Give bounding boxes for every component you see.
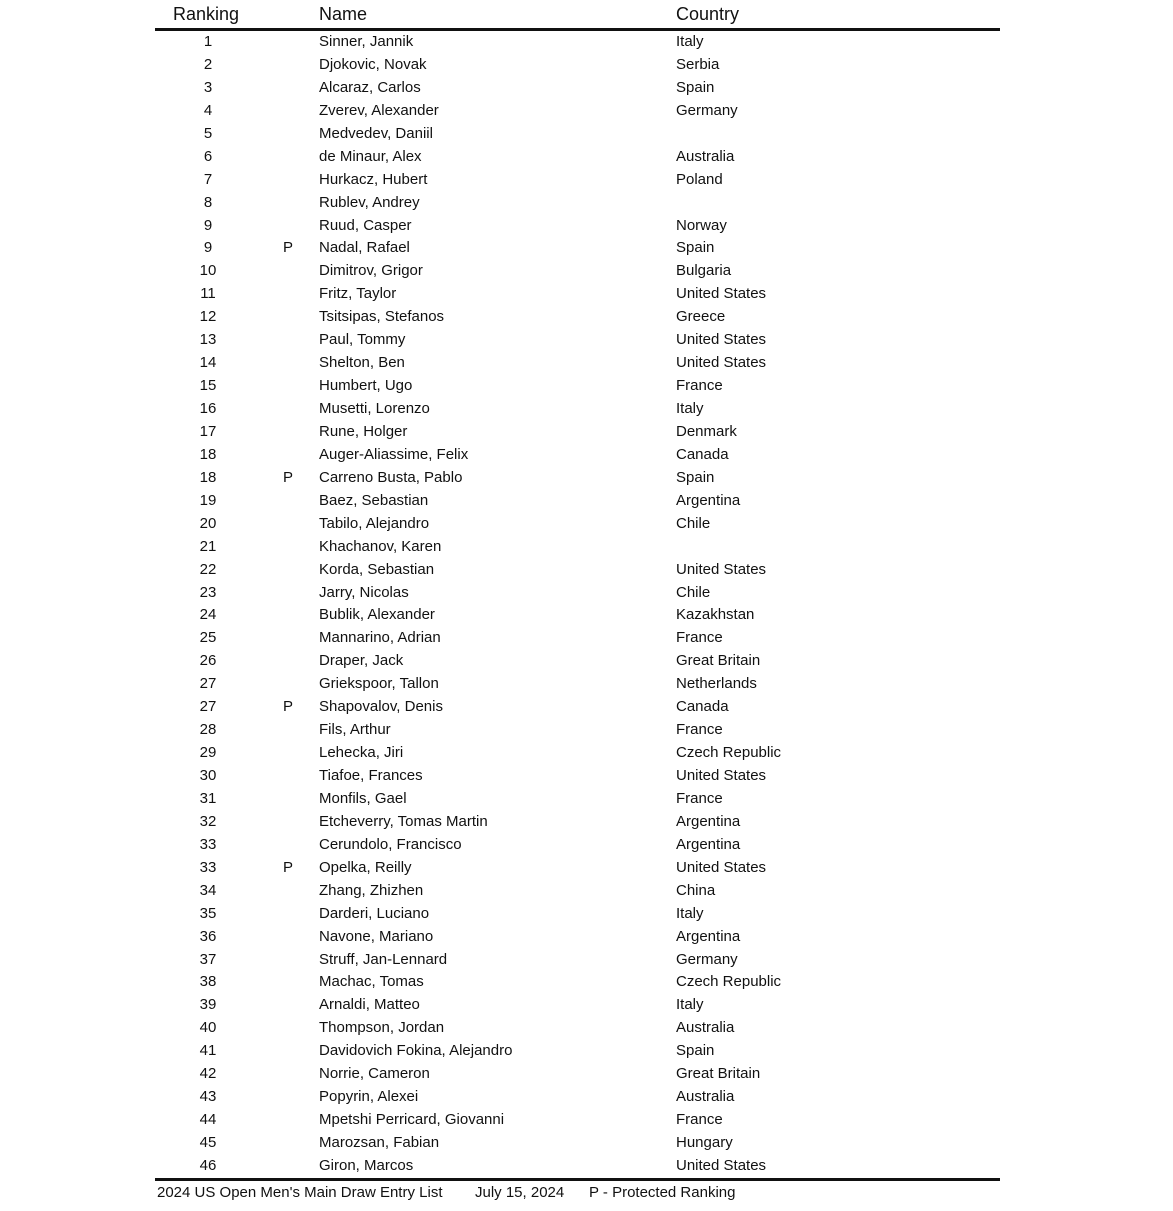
footer-date: July 15, 2024 xyxy=(475,1183,565,1201)
ranking-cell: 35 xyxy=(199,904,217,922)
ranking-cell: 23 xyxy=(199,583,217,601)
ranking-cell: 45 xyxy=(199,1134,217,1151)
ranking-cell: 17 xyxy=(199,422,217,440)
table-row xyxy=(155,696,1000,719)
player-name-cell: Bublik, Alexander xyxy=(319,606,435,624)
country-cell: Chile xyxy=(676,514,711,532)
player-name-cell: Navone, Mariano xyxy=(319,927,434,945)
player-name-cell: Norrie, Cameron xyxy=(319,1065,430,1083)
ranking-cell: 11 xyxy=(200,285,216,303)
ranking-cell: 34 xyxy=(199,881,217,899)
ranking-cell: 15 xyxy=(199,377,217,395)
country-cell: United States xyxy=(676,354,767,372)
table-row xyxy=(155,536,1000,559)
player-name-cell: Popyrin, Alexei xyxy=(319,1088,419,1106)
table-row xyxy=(155,949,1000,972)
country-cell: Denmark xyxy=(676,422,737,440)
name-column-header: Name xyxy=(319,4,368,24)
ranking-cell: 25 xyxy=(199,629,217,647)
ranking-cell: 33 xyxy=(199,835,217,853)
ranking-cell: 10 xyxy=(199,262,217,280)
table-row xyxy=(155,742,1000,765)
protected-flag-cell: P xyxy=(283,468,294,486)
player-name-cell: Tsitsipas, Stefanos xyxy=(319,308,445,326)
table-row xyxy=(155,169,1000,192)
country-cell: France xyxy=(676,721,723,739)
player-name-cell: Carreno Busta, Pablo xyxy=(319,468,463,486)
table-row xyxy=(155,1109,1000,1132)
ranking-cell: 27 xyxy=(199,675,217,693)
player-name-cell: Davidovich Fokina, Alejandro xyxy=(319,1042,513,1060)
table-row xyxy=(155,123,1000,146)
player-name-cell: Djokovic, Novak xyxy=(319,55,427,73)
table-row xyxy=(155,971,1000,994)
country-cell: Australia xyxy=(676,1088,735,1106)
ranking-column-header: Ranking xyxy=(173,4,240,24)
table-row xyxy=(155,260,1000,283)
player-name-cell: Rune, Holger xyxy=(319,422,408,440)
table-row xyxy=(155,811,1000,834)
player-name-cell: Zverev, Alexander xyxy=(319,101,439,119)
country-cell: United States xyxy=(676,858,767,876)
table-row xyxy=(155,513,1000,536)
table-row xyxy=(155,1086,1000,1109)
player-name-cell: Lehecka, Jiri xyxy=(319,744,404,762)
ranking-cell: 13 xyxy=(199,331,217,349)
country-cell: United States xyxy=(676,767,767,784)
country-cell: Netherlands xyxy=(676,675,757,693)
footer-legend: P - Protected Ranking xyxy=(589,1183,736,1201)
ranking-cell: 29 xyxy=(199,744,217,762)
country-cell: Italy xyxy=(676,400,704,417)
country-cell: Spain xyxy=(676,1042,715,1060)
country-cell: Canada xyxy=(676,698,729,716)
protected-flag-cell: P xyxy=(283,698,294,716)
ranking-cell: 28 xyxy=(199,721,217,739)
country-cell: Australia xyxy=(676,147,735,165)
ranking-cell: 36 xyxy=(199,927,217,945)
player-name-cell: Draper, Jack xyxy=(319,652,404,670)
player-name-cell: de Minaur, Alex xyxy=(319,147,422,165)
ranking-cell: 32 xyxy=(199,812,217,830)
table-row xyxy=(155,857,1000,880)
table-row xyxy=(155,582,1000,605)
country-cell: United States xyxy=(676,285,767,303)
player-name-cell: Etcheverry, Tomas Martin xyxy=(319,812,488,830)
table-row xyxy=(155,215,1000,238)
player-name-cell: Shapovalov, Denis xyxy=(319,698,443,716)
player-name-cell: Fils, Arthur xyxy=(319,721,391,739)
table-row xyxy=(155,903,1000,926)
ranking-cell: 40 xyxy=(199,1019,217,1037)
player-name-cell: Mannarino, Adrian xyxy=(319,629,441,647)
country-cell: Canada xyxy=(676,445,729,463)
player-name-cell: Arnaldi, Matteo xyxy=(319,996,420,1014)
table-row xyxy=(155,192,1000,215)
player-name-cell: Marozsan, Fabian xyxy=(319,1134,440,1151)
player-name-cell: Tabilo, Alejandro xyxy=(319,514,430,532)
country-cell: United States xyxy=(676,331,767,349)
player-name-cell: Fritz, Taylor xyxy=(319,285,397,303)
table-row xyxy=(155,627,1000,650)
table-row xyxy=(155,375,1000,398)
country-cell: Norway xyxy=(676,216,727,234)
country-cell: Spain xyxy=(676,239,715,257)
ranking-cell: 26 xyxy=(199,652,217,670)
table-row xyxy=(155,1155,1000,1178)
table-row xyxy=(155,994,1000,1017)
player-name-cell: Thompson, Jordan xyxy=(319,1019,445,1037)
player-name-cell: Zhang, Zhizhen xyxy=(319,881,424,899)
country-cell: Chile xyxy=(676,583,711,601)
player-name-cell: Humbert, Ugo xyxy=(319,377,413,395)
ranking-cell: 16 xyxy=(199,400,217,417)
country-cell: Argentina xyxy=(676,835,741,853)
player-name-cell: Griekspoor, Tallon xyxy=(319,675,439,693)
country-cell: Poland xyxy=(676,170,723,188)
ranking-cell: 46 xyxy=(199,1156,217,1174)
ranking-cell: 43 xyxy=(199,1088,217,1106)
country-cell: Greece xyxy=(676,308,726,326)
country-cell: Germany xyxy=(676,950,738,968)
country-cell: United States xyxy=(676,560,767,578)
country-cell: France xyxy=(676,377,723,395)
country-cell: Argentina xyxy=(676,927,741,945)
country-cell: Great Britain xyxy=(676,1065,761,1083)
country-cell: Kazakhstan xyxy=(676,606,755,624)
player-name-cell: Struff, Jan-Lennard xyxy=(319,950,448,968)
country-cell: China xyxy=(676,881,716,899)
entry-list-document xyxy=(155,0,1000,1211)
ranking-cell: 37 xyxy=(199,950,217,968)
footer xyxy=(155,1178,1000,1211)
table-row xyxy=(155,444,1000,467)
table-row xyxy=(155,31,1000,54)
country-cell: France xyxy=(676,789,723,807)
table-row xyxy=(155,559,1000,582)
ranking-cell: 41 xyxy=(199,1042,217,1060)
ranking-cell: 5 xyxy=(203,124,213,142)
player-name-cell: Monfils, Gael xyxy=(319,789,407,807)
ranking-cell: 30 xyxy=(199,767,217,784)
table-row xyxy=(155,77,1000,100)
country-column-header: Country xyxy=(676,4,740,24)
table-row xyxy=(155,306,1000,329)
country-cell: Serbia xyxy=(676,55,720,73)
table-row xyxy=(155,329,1000,352)
player-name-cell: Mpetshi Perricard, Giovanni xyxy=(319,1111,505,1129)
country-cell: Bulgaria xyxy=(676,262,732,280)
player-name-cell: Khachanov, Karen xyxy=(319,537,442,555)
ranking-cell: 7 xyxy=(203,170,213,188)
table-row xyxy=(155,604,1000,627)
player-name-cell: Baez, Sebastian xyxy=(319,491,429,509)
ranking-cell: 31 xyxy=(199,789,217,807)
table-row xyxy=(155,650,1000,673)
ranking-cell: 39 xyxy=(199,996,217,1014)
country-cell: France xyxy=(676,629,723,647)
country-cell: Hungary xyxy=(676,1134,733,1151)
player-name-cell: Machac, Tomas xyxy=(319,973,424,991)
player-name-cell: Alcaraz, Carlos xyxy=(319,78,421,96)
country-cell: France xyxy=(676,1111,723,1129)
player-name-cell: Sinner, Jannik xyxy=(319,33,414,50)
table-row xyxy=(155,467,1000,490)
table-row xyxy=(155,398,1000,421)
ranking-cell: 9 xyxy=(203,216,213,234)
ranking-cell: 33 xyxy=(199,858,217,876)
player-name-cell: Dimitrov, Grigor xyxy=(319,262,423,280)
country-cell: Czech Republic xyxy=(676,744,782,762)
player-name-cell: Giron, Marcos xyxy=(319,1156,414,1174)
country-cell: Italy xyxy=(676,904,704,922)
country-cell: Italy xyxy=(676,996,704,1014)
player-name-cell: Rublev, Andrey xyxy=(319,193,420,211)
player-name-cell: Opelka, Reilly xyxy=(319,858,412,876)
table-row xyxy=(155,1063,1000,1086)
protected-flag-cell: P xyxy=(283,239,294,257)
protected-flag-cell: P xyxy=(283,858,294,876)
country-cell: Australia xyxy=(676,1019,735,1037)
player-name-cell: Korda, Sebastian xyxy=(319,560,435,578)
ranking-cell: 18 xyxy=(199,445,217,463)
table-row xyxy=(155,146,1000,169)
table-row xyxy=(155,673,1000,696)
table-row xyxy=(155,490,1000,513)
country-cell: Italy xyxy=(676,33,704,50)
table-row xyxy=(155,1132,1000,1155)
player-name-cell: Auger-Aliassime, Felix xyxy=(319,445,469,463)
table-row xyxy=(155,352,1000,375)
table-row xyxy=(155,834,1000,857)
ranking-cell: 3 xyxy=(203,78,213,96)
country-cell: Germany xyxy=(676,101,738,119)
ranking-cell: 20 xyxy=(199,514,217,532)
table-row xyxy=(155,283,1000,306)
table-header xyxy=(155,0,1000,31)
ranking-cell: 27 xyxy=(199,698,217,716)
ranking-cell: 8 xyxy=(203,193,213,211)
table-row xyxy=(155,1040,1000,1063)
country-cell: Great Britain xyxy=(676,652,761,670)
country-cell: Spain xyxy=(676,78,715,96)
ranking-cell: 24 xyxy=(199,606,217,624)
ranking-cell: 14 xyxy=(199,354,217,372)
player-name-cell: Jarry, Nicolas xyxy=(319,583,409,601)
player-name-cell: Nadal, Rafael xyxy=(319,239,410,257)
player-name-cell: Tiafoe, Frances xyxy=(319,767,423,784)
ranking-cell: 44 xyxy=(199,1111,217,1129)
footer-title: 2024 US Open Men's Main Draw Entry List xyxy=(157,1183,443,1201)
ranking-cell: 22 xyxy=(199,560,217,578)
player-name-cell: Hurkacz, Hubert xyxy=(319,170,428,188)
table-row xyxy=(155,54,1000,77)
entry-table-body xyxy=(155,31,1000,1178)
country-cell: Argentina xyxy=(676,491,741,509)
country-cell: Czech Republic xyxy=(676,973,782,991)
table-row xyxy=(155,237,1000,260)
ranking-cell: 2 xyxy=(203,55,213,73)
country-cell: United States xyxy=(676,1156,767,1174)
table-row xyxy=(155,926,1000,949)
table-row xyxy=(155,100,1000,123)
player-name-cell: Paul, Tommy xyxy=(319,331,406,349)
player-name-cell: Ruud, Casper xyxy=(319,216,412,234)
table-row xyxy=(155,880,1000,903)
table-row xyxy=(155,719,1000,742)
player-name-cell: Darderi, Luciano xyxy=(319,904,430,922)
ranking-cell: 42 xyxy=(199,1065,217,1083)
table-row xyxy=(155,788,1000,811)
ranking-cell: 4 xyxy=(203,101,213,119)
ranking-cell: 19 xyxy=(199,491,217,509)
table-row xyxy=(155,765,1000,788)
ranking-cell: 18 xyxy=(199,468,217,486)
ranking-cell: 9 xyxy=(203,239,213,257)
player-name-cell: Shelton, Ben xyxy=(319,354,405,372)
player-name-cell: Cerundolo, Francisco xyxy=(319,835,462,853)
ranking-cell: 21 xyxy=(199,537,217,555)
ranking-cell: 38 xyxy=(199,973,217,991)
country-cell: Argentina xyxy=(676,812,741,830)
table-row xyxy=(155,421,1000,444)
ranking-cell: 6 xyxy=(203,147,213,165)
ranking-cell: 12 xyxy=(199,308,217,326)
ranking-cell: 1 xyxy=(203,33,213,50)
player-name-cell: Musetti, Lorenzo xyxy=(319,400,430,417)
country-cell: Spain xyxy=(676,468,715,486)
player-name-cell: Medvedev, Daniil xyxy=(319,124,433,142)
table-row xyxy=(155,1017,1000,1040)
